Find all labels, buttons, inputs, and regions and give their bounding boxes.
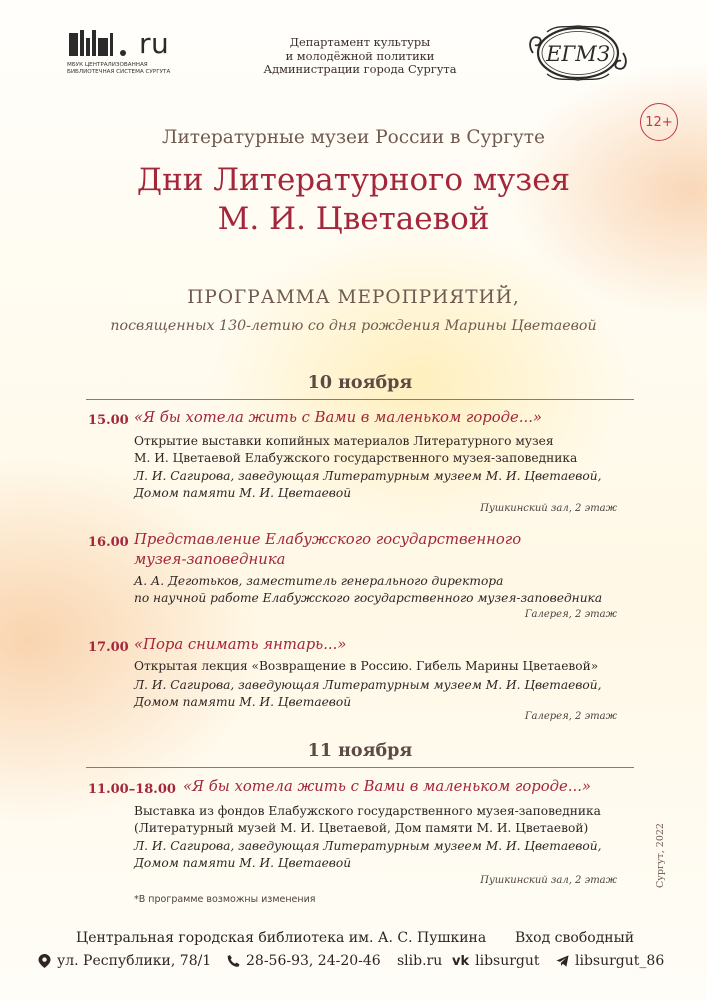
date-heading-day-2 (86, 741, 634, 768)
logo-ru-text: ru (139, 27, 170, 60)
vertical-imprint: Сургут, 2022 (655, 823, 666, 888)
event-location: Галерея, 2 этаж (524, 711, 617, 722)
slib-logo-glyph (67, 30, 135, 58)
phone-icon (227, 954, 240, 968)
event-time: 16.00 (88, 535, 129, 550)
event-location: Галерея, 2 этаж (524, 609, 617, 620)
event-title-line: Представление Елабужского государственного (134, 531, 522, 548)
event-title: «Пора снимать янтарь...» (134, 636, 347, 653)
program-heading: ПРОГРАММА МЕРОПРИЯТИЙ, (187, 287, 520, 308)
date-text: 10 ноября (307, 373, 413, 393)
footer-address: ул. Республики, 78/1 (57, 953, 212, 969)
event-description-line: Выставка из фондов Елабужского государственного музея-заповедника (134, 804, 601, 818)
event-presenter-line: Л. И. Сагирова, заведующая Литературным музеем М. И. Цветаевой, (134, 839, 602, 853)
footer-vk: libsurgut (475, 953, 540, 969)
title-line-2: М. И. Цветаевой (217, 201, 490, 237)
department-line-3: Администрации города Сургута (263, 62, 457, 76)
event-time: 17.00 (88, 640, 129, 655)
event-time: 15.00 (88, 413, 129, 428)
event-presenter (134, 838, 601, 871)
event-title: «Я бы хотела жить с Вами в маленьком городе...» (183, 778, 591, 795)
event-description-line: Открытая лекция «Возвращение в Россию. Гибель Марины Цветаевой» (134, 659, 599, 673)
event-title-line: музея-заповедника (134, 551, 286, 568)
event-description-line: М. И. Цветаевой Елабужского государственного музея-заповедника (134, 450, 578, 465)
date-text: 11 ноября (307, 741, 413, 761)
event-presenter-line: Л. И. Сагирова, заведующая Литературным музеем М. И. Цветаевой, (134, 678, 602, 692)
event-location: Пушкинский зал, 2 этаж (480, 503, 617, 514)
footer-vk-item[interactable] (452, 953, 540, 969)
event-title (134, 530, 521, 570)
logo-caption: МБУК ЦЕНТРАЛИЗОВАННАЯ БИБЛИОТЕЧНАЯ СИСТЕМА СУРГУТА (67, 62, 171, 75)
library-logo (67, 27, 192, 75)
footer-telegram-item[interactable] (556, 953, 664, 969)
event-presenter-line: Домом памяти М. И. Цветаевой (134, 694, 352, 709)
page-title (0, 161, 707, 239)
department-line-1: Департамент культуры (289, 35, 431, 49)
event-description (134, 658, 598, 675)
event-presenter (134, 573, 602, 606)
footer-library-name: Центральная городская библиотека им. А. С. Пушкина (76, 930, 487, 946)
event-title: «Я бы хотела жить с Вами в маленьком городе...» (134, 409, 542, 426)
event-time: 11.00–18.00 (88, 782, 176, 797)
department-block (254, 36, 466, 77)
event-presenter-line: по научной работе Елабужского государственного музея-заповедника (134, 590, 603, 605)
event-description-line: (Литературный музей М. И. Цветаевой, Дом памяти М. И. Цветаевой) (134, 820, 589, 835)
footer-telegram: libsurgut_86 (575, 953, 665, 969)
program-note: *В программе возможны изменения (134, 894, 316, 905)
telegram-icon (556, 954, 569, 968)
footer-entry: Вход свободный (515, 930, 635, 946)
series-subtitle: Литературные музеи России в Сургуте (162, 127, 545, 148)
title-line-1: Дни Литературного музея (136, 162, 571, 198)
event-presenter (134, 677, 601, 710)
museum-emblem-logo (527, 20, 629, 86)
date-divider (86, 399, 634, 400)
event-description-line: Открытие выставки копийных материалов Литературного музея (134, 434, 554, 448)
event-location: Пушкинский зал, 2 этаж (480, 875, 617, 886)
event-presenter-line: Домом памяти М. И. Цветаевой (134, 855, 352, 870)
emblem-text: ЕГМЗ (546, 42, 610, 66)
event-description (134, 803, 601, 836)
event-presenter-line: Л. И. Сагирова, заведующая Литературным музеем М. И. Цветаевой, (134, 469, 602, 483)
date-heading-day-1 (86, 373, 634, 400)
program-subheading: посвященных 130-летию со дня рождения Марины Цветаевой (110, 318, 597, 334)
event-presenter (134, 468, 601, 501)
age-rating-badge: 12+ (640, 103, 678, 141)
event-presenter-line: А. А. Деготьков, заместитель генерального директора (134, 574, 504, 588)
footer-phone-item (227, 953, 381, 969)
date-divider (86, 767, 634, 768)
location-pin-icon (38, 954, 51, 968)
footer-address-item (38, 953, 211, 969)
footer-site[interactable]: slib.ru (397, 953, 443, 969)
department-line-2: и молодёжной политики (285, 48, 435, 63)
vk-icon: vk (452, 953, 470, 969)
footer-phone: 28-56-93, 24-20-46 (246, 953, 381, 969)
event-description (134, 433, 577, 466)
event-presenter-line: Домом памяти М. И. Цветаевой (134, 485, 352, 500)
